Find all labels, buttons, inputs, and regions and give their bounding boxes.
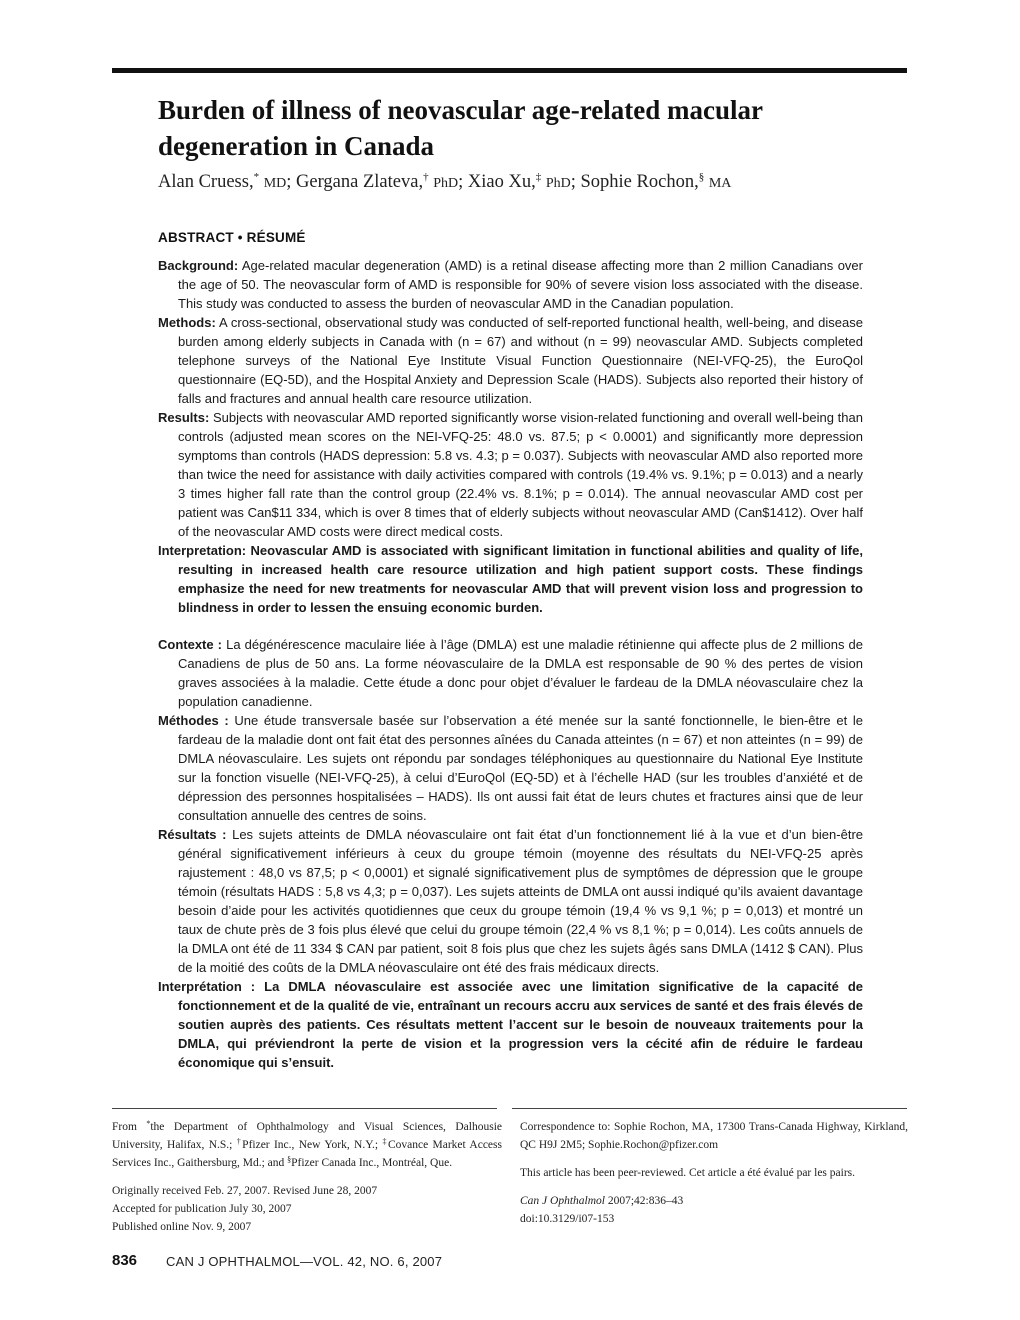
affiliation-mark: * [146,1119,151,1128]
affiliation-text: Pfizer Canada Inc., Montréal, Que. [291,1157,453,1169]
abstract-paragraph [158,408,863,541]
author-name: Xiao Xu, [467,172,536,192]
abstract-label: Résultats : [158,827,227,842]
affiliation-lead: From [112,1121,147,1133]
affiliation-mark: † [236,1137,243,1146]
author-name: Alan Cruess, [158,172,254,192]
received-date: Originally received Feb. 27, 2007. Revised June 28, 2007 [112,1185,378,1197]
author-mark: * [253,171,260,183]
abstract-label: Background: [158,258,239,273]
abstract-text: La dégénérescence maculaire liée à l’âge (DMLA) est une maladie rétinienne qui affecte plus de 2 millions de Canadiens de plus de 50 ans. La forme néovasculaire de la DMLA est responsable de 90 % des pertes de vision graves associées à la maladie. Cette étude a donc pour objet d’évaluer le fardeau de la DMLA néovasculaire chez la population canadienne. [178,637,863,709]
abstract-paragraph [158,711,863,825]
abstract-english [158,256,863,617]
author-mark: ‡ [535,171,542,183]
correspondence: Correspondence to: Sophie Rochon, MA, 17300 Trans-Canada Highway, Kirkland, QC H9J 2M5; Sophie.Rochon@pfizer.com [520,1121,908,1151]
abstract-label: Interpretation: [158,543,247,558]
abstract-label: Interprétation : [158,979,256,994]
author-mark: † [423,171,429,183]
abstract-label: Results: [158,410,210,425]
published-date: Published online Nov. 9, 2007 [112,1221,252,1233]
author-separator: ; [570,172,581,192]
abstract-paragraph [158,541,863,617]
abstract-text: La DMLA néovasculaire est associée avec une limitation significative de la capacité de fonctionnement et de la qualité de vie, entraînant un recours accru aux services de santé et des frais élevés de soutien auprès des patients. Ces résultats mettent l’accent sur le besoin de nouveaux traitements pour la DMLA, qui préviendront la perte de vision et la progression vers la cécité afin de réduire le fardeau économique qui s’ensuit. [178,979,863,1070]
author-separator: ; [458,172,468,192]
citation [520,1192,908,1228]
author-separator: ; [286,172,297,192]
peer-review-note: This article has been peer-reviewed. Cet article a été évalué par les pairs. [520,1167,856,1179]
footnote-rule-left [112,1108,497,1109]
affiliation-mark: § [287,1155,292,1164]
page-number: 836 [112,1252,138,1269]
author-name: Sophie Rochon, [580,172,699,192]
affiliation-text: the Department of Ophthalmology and Visual Sciences, Dalhousie University, Halifax, N.S.; [112,1121,502,1151]
footnote-rule-right [512,1108,907,1109]
abstract-paragraph [158,635,863,711]
author-list [158,170,898,196]
author-name: Gergana Zlateva, [296,172,424,192]
journal-footer: CAN J OPHTHALMOL—VOL. 42, NO. 6, 2007 [166,1254,443,1269]
article-dates [112,1182,502,1236]
author-degree: PhD [545,176,571,191]
abstract-text: Les sujets atteints de DMLA néovasculaire ont fait état d’un fonctionnement lié à la vue et d’un bien-être général significativement inférieurs à ceux du groupe témoin (moyenne des résultats du NEI-VFQ-25 après rajustement : 48,0 vs 87,5; p < 0,0001) et signalé significativement plus de symptômes de dépression que le groupe témoin (résultats HADS : 5,8 vs 4,3; p = 0,037). Les sujets atteints de DMLA ont aussi indiqué qu’ils avaient davantage besoin d’aide pour les activités quotidiennes que ceux du groupe témoin (19,4 % vs 9,1 %; p = 0,013) et montré un taux de chute près de 3 fois plus élevé que celui du groupe témoin (22,4 % vs 8,1 %; p = 0,014). Les coûts annuels de la DMLA ont été de 11 334 $ CAN par patient, soit 8 fois plus que chez les sujets âgés sans DMLA (1412 $ CAN). Plus de la moitié des coûts de la DMLA néovasculaire ont été des frais médicaux directs. [178,827,864,975]
section-heading: ABSTRACT • RÉSUMÉ [158,230,306,245]
citation-detail: 2007;42:836–43 [604,1195,684,1207]
abstract-label: Méthodes : [158,713,229,728]
abstract-text: Une étude transversale basée sur l’observation a été menée sur la santé fonctionnelle, le bien-être et le fardeau de la maladie dont ont fait état des personnes aînées du Canada atteintes (n = 67) et non atteintes (n = 99) de DMLA néovasculaire. Les sujets ont répondu par sondages téléphoniques au questionnaire du National Eye Institute sur la fonction visuelle (NEI-VFQ-25), à celui d’EuroQol (EQ-5D) et à l’échelle HAD (sur les troubles d’anxiété et de dépression des personnes hospitalisées – HADS). Ils ont aussi fait état de leurs chutes et fractures ainsi que de leur consultation annuelle des centres de soins. [178,713,863,823]
article-title: Burden of illness of neovascular age-related macular degeneration in Canada [158,95,763,161]
abstract-paragraph [158,256,863,313]
abstract-text: Subjects with neovascular AMD reported significantly worse vision-related functioning and overall well-being than controls (adjusted mean scores on the NEI-VFQ-25: 48.0 vs. 87.5; p < 0.0001) and significantly more depression symptoms than controls (HADS depression: 5.8 vs. 4.3; p = 0.037). Subjects with neovascular AMD also reported more than twice the need for assistance with daily activities compared with controls (19.4% vs. 9.1%; p = 0.013) and a nearly 3 times higher fall rate than the control group (22.4% vs. 8.1%; p = 0.014). The annual neovascular AMD cost per patient was Can$11 334, which is over 8 times that of elderly subjects without neovascular AMD (Can$1412). Over half of the neovascular AMD costs were direct medical costs. [178,410,863,539]
abstract-paragraph [158,313,863,408]
abstract-french [158,635,863,1072]
abstract-text: Age-related macular degeneration (AMD) is a retinal disease affecting more than 2 million Canadians over the age of 50. The neovascular form of AMD is responsible for 90% of severe vision loss associated with the disease. This study was conducted to assess the burden of neovascular AMD in the Canadian population. [178,258,863,311]
citation-journal: Can J Ophthalmol [520,1195,605,1207]
author-mark: § [698,171,705,183]
abstract-paragraph [158,977,863,1072]
affiliations [112,1118,502,1172]
affiliation-text: Pfizer Inc., New York, N.Y.; [242,1139,383,1151]
affiliation-mark: ‡ [382,1137,388,1146]
affiliation-text: Covance Market Access Services Inc., Gaithersburg, Md.; and [112,1139,502,1169]
abstract-label: Contexte : [158,637,223,652]
abstract-text: Neovascular AMD is associated with significant limitation in functional abilities and quality of life, resulting in increased health care resource utilization and high patient support costs. These findings emphasize the need for new treatments for neovascular AMD that will prevent vision loss and progression to blindness in order to lessen the ensuing economic burden. [178,543,863,615]
author-degree: MA [708,176,732,191]
doi: doi:10.3129/i07-153 [520,1213,615,1225]
abstract-label: Methods: [158,315,216,330]
author-degree: PhD [433,176,459,191]
accepted-date: Accepted for publication July 30, 2007 [112,1203,292,1215]
top-rule [112,68,907,73]
abstract-paragraph [158,825,863,977]
author-degree: MD [263,176,287,191]
abstract-text: A cross-sectional, observational study was conducted of self-reported functional health, well-being, and disease burden among elderly subjects in Canada with (n = 67) and without (n = 99) neovascular AMD. Subjects completed telephone surveys of the National Eye Institute Visual Function Questionnaire (NEI-VFQ-25), the EuroQol questionnaire (EQ-5D), and the Hospital Anxiety and Depression Scale (HADS). Subjects also reported their history of falls and fractures and annual health care resource utilization. [178,315,863,406]
